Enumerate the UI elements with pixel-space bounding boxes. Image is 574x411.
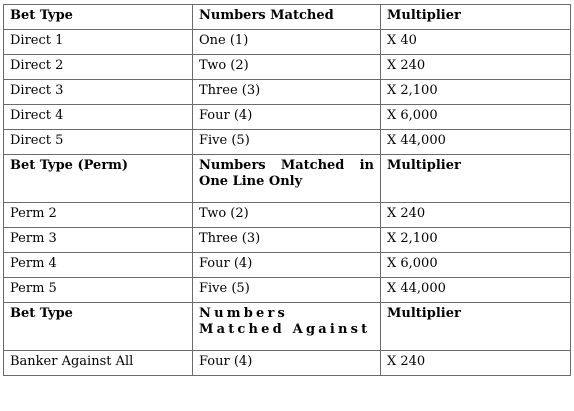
table-row [4, 130, 571, 155]
multiplier-cell: X 240 [381, 203, 571, 228]
bet-type-cell: Direct 3 [4, 80, 193, 105]
numbers-matched-cell: Five (5) [193, 130, 381, 155]
table-row [4, 80, 571, 105]
numbers-matched-cell: One (1) [193, 30, 381, 55]
multiplier-cell: X 2,100 [381, 80, 571, 105]
header-bet-type: Bet Type [4, 5, 193, 30]
header-bet-type: Bet Type (Perm) [4, 155, 193, 203]
numbers-matched-cell: Five (5) [193, 278, 381, 303]
table-row [4, 30, 571, 55]
header-numbers-matched: Numbers Matched [193, 5, 381, 30]
multiplier-cell: X 44,000 [381, 278, 571, 303]
table-row [4, 228, 571, 253]
table-row [4, 278, 571, 303]
table-row [4, 253, 571, 278]
numbers-matched-cell: Two (2) [193, 203, 381, 228]
numbers-matched-cell: Four (4) [193, 351, 381, 376]
table-row [4, 203, 571, 228]
bet-type-cell: Direct 5 [4, 130, 193, 155]
numbers-matched-cell: Four (4) [193, 253, 381, 278]
table-header-row-direct [4, 5, 571, 30]
table-header-row-banker [4, 303, 571, 351]
table-row [4, 105, 571, 130]
multiplier-cell: X 240 [381, 55, 571, 80]
multiplier-cell: X 6,000 [381, 253, 571, 278]
table-row [4, 55, 571, 80]
multiplier-cell: X 6,000 [381, 105, 571, 130]
numbers-matched-cell: Three (3) [193, 228, 381, 253]
multiplier-cell: X 44,000 [381, 130, 571, 155]
bet-multiplier-table [3, 4, 571, 376]
bet-type-cell: Banker Against All [4, 351, 193, 376]
numbers-matched-cell: Two (2) [193, 55, 381, 80]
bet-type-cell: Perm 4 [4, 253, 193, 278]
bet-type-cell: Direct 4 [4, 105, 193, 130]
numbers-matched-cell: Four (4) [193, 105, 381, 130]
header-multiplier: Multiplier [381, 155, 571, 203]
numbers-matched-cell: Three (3) [193, 80, 381, 105]
multiplier-cell: X 40 [381, 30, 571, 55]
header-numbers-matched: Numbers Matched Against [193, 303, 381, 351]
bet-type-cell: Perm 5 [4, 278, 193, 303]
header-multiplier: Multiplier [381, 5, 571, 30]
bet-type-cell: Direct 1 [4, 30, 193, 55]
bet-type-cell: Perm 2 [4, 203, 193, 228]
multiplier-cell: X 2,100 [381, 228, 571, 253]
table-row [4, 351, 571, 376]
table-header-row-perm [4, 155, 571, 203]
bet-type-cell: Direct 2 [4, 55, 193, 80]
multiplier-cell: X 240 [381, 351, 571, 376]
bet-type-cell: Perm 3 [4, 228, 193, 253]
header-multiplier: Multiplier [381, 303, 571, 351]
header-numbers-matched: Numbers Matched in One Line Only [193, 155, 381, 203]
header-bet-type: Bet Type [4, 303, 193, 351]
